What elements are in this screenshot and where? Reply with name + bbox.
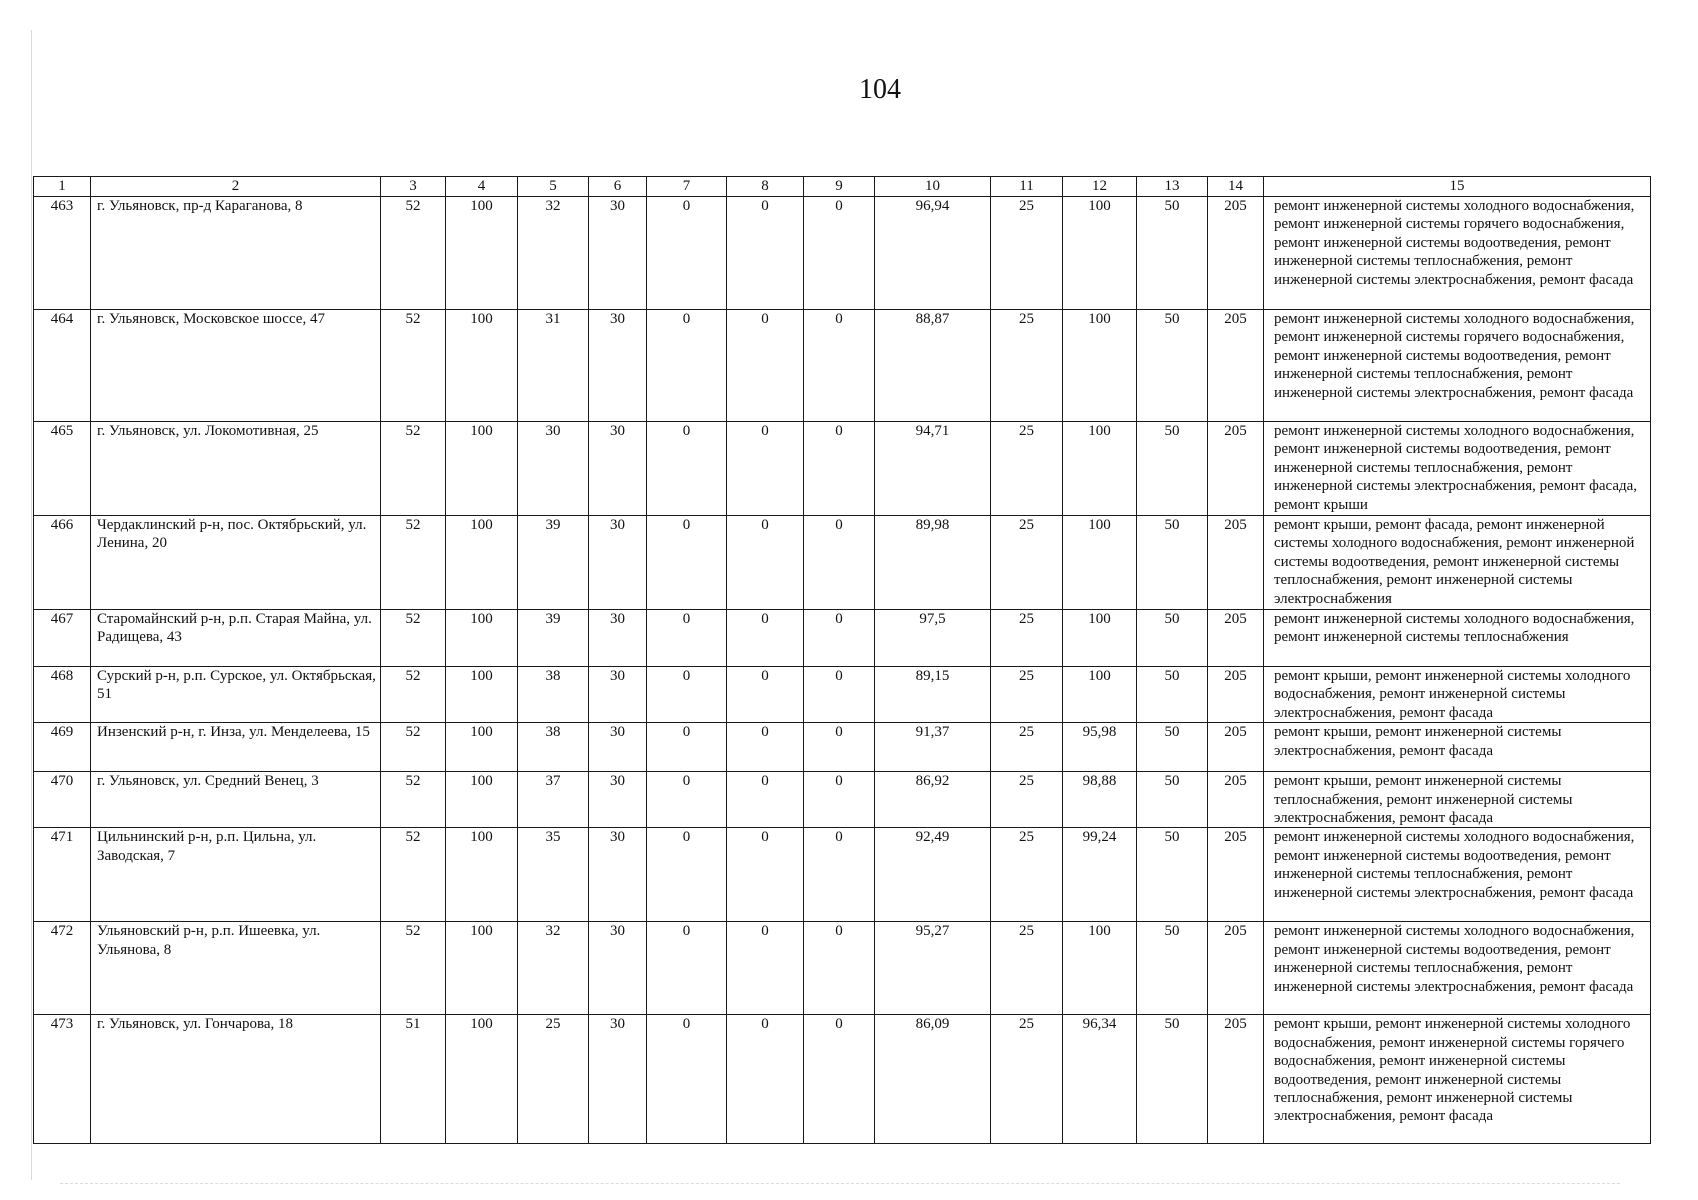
value-cell: 92,49 (875, 828, 991, 922)
column-header-15: 15 (1264, 177, 1651, 197)
column-header-6: 6 (589, 177, 647, 197)
value-cell: 52 (381, 828, 446, 922)
table-row (34, 723, 1651, 772)
address-cell: г. Ульяновск, ул. Локомотивная, 25 (91, 422, 381, 516)
repair-works-cell: ремонт крыши, ремонт фасада, ремонт инженерной системы холодного водоснабжения, ремонт инженерной системы водоотведения, ремонт инженерной системы теплоснабжения, ремонт инженерной системы электроснабжения (1264, 516, 1651, 610)
value-cell: 0 (804, 516, 875, 610)
value-cell: 99,24 (1063, 828, 1137, 922)
table-row (34, 1015, 1651, 1144)
table-row (34, 516, 1651, 610)
table-row (34, 772, 1651, 828)
repair-program-table (33, 176, 1651, 1144)
value-cell: 205 (1208, 922, 1264, 1015)
value-cell: 100 (446, 310, 518, 422)
value-cell: 31 (518, 310, 589, 422)
value-cell: 205 (1208, 828, 1264, 922)
value-cell: 0 (647, 667, 727, 723)
address-cell: г. Ульяновск, пр-д Караганова, 8 (91, 197, 381, 310)
address-cell: г. Ульяновск, ул. Гончарова, 18 (91, 1015, 381, 1144)
table-body (34, 197, 1651, 1144)
value-cell: 32 (518, 922, 589, 1015)
value-cell: 205 (1208, 772, 1264, 828)
value-cell: 50 (1137, 422, 1208, 516)
value-cell: 30 (589, 516, 647, 610)
address-cell: Инзенский р-н, г. Инза, ул. Менделеева, 15 (91, 723, 381, 772)
value-cell: 0 (727, 516, 804, 610)
scan-bottom-artifact (60, 1183, 1620, 1186)
value-cell: 37 (518, 772, 589, 828)
row-number-cell: 472 (34, 922, 91, 1015)
value-cell: 205 (1208, 610, 1264, 667)
value-cell: 205 (1208, 197, 1264, 310)
value-cell: 52 (381, 772, 446, 828)
value-cell: 205 (1208, 1015, 1264, 1144)
value-cell: 25 (991, 516, 1063, 610)
value-cell: 25 (991, 197, 1063, 310)
value-cell: 30 (589, 197, 647, 310)
value-cell: 0 (647, 828, 727, 922)
column-header-11: 11 (991, 177, 1063, 197)
value-cell: 86,92 (875, 772, 991, 828)
value-cell: 30 (589, 422, 647, 516)
value-cell: 100 (446, 723, 518, 772)
row-number-cell: 473 (34, 1015, 91, 1144)
column-header-7: 7 (647, 177, 727, 197)
value-cell: 51 (381, 1015, 446, 1144)
value-cell: 25 (991, 422, 1063, 516)
value-cell: 95,27 (875, 922, 991, 1015)
value-cell: 0 (727, 772, 804, 828)
value-cell: 52 (381, 197, 446, 310)
value-cell: 0 (804, 922, 875, 1015)
repair-works-cell: ремонт инженерной системы холодного водоснабжения, ремонт инженерной системы горячего водоснабжения, ремонт инженерной системы водоотведения, ремонт инженерной системы теплоснабжения, ремонт инженерной системы электроснабжения, ремонт фасада (1264, 310, 1651, 422)
value-cell: 30 (518, 422, 589, 516)
value-cell: 25 (991, 310, 1063, 422)
row-number-cell: 468 (34, 667, 91, 723)
value-cell: 52 (381, 516, 446, 610)
column-header-14: 14 (1208, 177, 1264, 197)
value-cell: 205 (1208, 667, 1264, 723)
value-cell: 0 (727, 1015, 804, 1144)
table-row (34, 667, 1651, 723)
value-cell: 52 (381, 610, 446, 667)
address-cell: Сурский р-н, р.п. Сурское, ул. Октябрьская, 51 (91, 667, 381, 723)
value-cell: 25 (991, 772, 1063, 828)
value-cell: 0 (727, 610, 804, 667)
value-cell: 100 (1063, 197, 1137, 310)
value-cell: 0 (647, 197, 727, 310)
value-cell: 100 (446, 772, 518, 828)
value-cell: 91,37 (875, 723, 991, 772)
address-cell: Чердаклинский р-н, пос. Октябрьский, ул. Ленина, 20 (91, 516, 381, 610)
column-header-3: 3 (381, 177, 446, 197)
value-cell: 100 (1063, 922, 1137, 1015)
value-cell: 50 (1137, 922, 1208, 1015)
repair-works-cell: ремонт инженерной системы холодного водоснабжения, ремонт инженерной системы водоотведения, ремонт инженерной системы теплоснабжения, ремонт инженерной системы электроснабжения, ремонт фасада, ремонт крыши (1264, 422, 1651, 516)
value-cell: 0 (804, 310, 875, 422)
scan-margin-line (31, 30, 32, 1180)
value-cell: 30 (589, 667, 647, 723)
value-cell: 30 (589, 922, 647, 1015)
value-cell: 96,94 (875, 197, 991, 310)
repair-works-cell: ремонт инженерной системы холодного водоснабжения, ремонт инженерной системы горячего водоснабжения, ремонт инженерной системы водоотведения, ремонт инженерной системы теплоснабжения, ремонт инженерной системы электроснабжения, ремонт фасада (1264, 197, 1651, 310)
value-cell: 94,71 (875, 422, 991, 516)
value-cell: 100 (446, 828, 518, 922)
repair-works-cell: ремонт инженерной системы холодного водоснабжения, ремонт инженерной системы водоотведения, ремонт инженерной системы теплоснабжения, ремонт инженерной системы электроснабжения, ремонт фасада (1264, 922, 1651, 1015)
repair-works-cell: ремонт крыши, ремонт инженерной системы теплоснабжения, ремонт инженерной системы электроснабжения, ремонт фасада (1264, 772, 1651, 828)
value-cell: 0 (804, 610, 875, 667)
column-header-8: 8 (727, 177, 804, 197)
value-cell: 205 (1208, 516, 1264, 610)
value-cell: 0 (647, 310, 727, 422)
row-number-cell: 464 (34, 310, 91, 422)
value-cell: 100 (1063, 610, 1137, 667)
value-cell: 38 (518, 723, 589, 772)
value-cell: 0 (647, 1015, 727, 1144)
value-cell: 30 (589, 1015, 647, 1144)
value-cell: 35 (518, 828, 589, 922)
repair-works-cell: ремонт инженерной системы холодного водоснабжения, ремонт инженерной системы теплоснабжения (1264, 610, 1651, 667)
value-cell: 0 (647, 610, 727, 667)
value-cell: 0 (647, 723, 727, 772)
address-cell: г. Ульяновск, ул. Средний Венец, 3 (91, 772, 381, 828)
value-cell: 50 (1137, 723, 1208, 772)
value-cell: 50 (1137, 1015, 1208, 1144)
value-cell: 100 (446, 922, 518, 1015)
value-cell: 95,98 (1063, 723, 1137, 772)
page-number: 104 (859, 74, 901, 105)
table-row (34, 310, 1651, 422)
value-cell: 0 (804, 828, 875, 922)
value-cell: 25 (991, 1015, 1063, 1144)
value-cell: 100 (446, 197, 518, 310)
value-cell: 96,34 (1063, 1015, 1137, 1144)
value-cell: 86,09 (875, 1015, 991, 1144)
table-row (34, 922, 1651, 1015)
value-cell: 0 (727, 828, 804, 922)
address-cell: Ульяновский р-н, р.п. Ишеевка, ул. Ульянова, 8 (91, 922, 381, 1015)
row-number-cell: 471 (34, 828, 91, 922)
row-number-cell: 469 (34, 723, 91, 772)
value-cell: 52 (381, 723, 446, 772)
value-cell: 100 (1063, 422, 1137, 516)
row-number-cell: 465 (34, 422, 91, 516)
value-cell: 0 (727, 922, 804, 1015)
column-header-4: 4 (446, 177, 518, 197)
value-cell: 0 (727, 422, 804, 516)
value-cell: 0 (804, 772, 875, 828)
value-cell: 0 (804, 667, 875, 723)
value-cell: 0 (727, 197, 804, 310)
value-cell: 52 (381, 922, 446, 1015)
column-header-1: 1 (34, 177, 91, 197)
value-cell: 38 (518, 667, 589, 723)
value-cell: 98,88 (1063, 772, 1137, 828)
value-cell: 25 (991, 723, 1063, 772)
value-cell: 0 (647, 922, 727, 1015)
value-cell: 30 (589, 610, 647, 667)
table-row (34, 422, 1651, 516)
value-cell: 50 (1137, 310, 1208, 422)
value-cell: 30 (589, 723, 647, 772)
value-cell: 30 (589, 310, 647, 422)
value-cell: 52 (381, 422, 446, 516)
value-cell: 97,5 (875, 610, 991, 667)
value-cell: 0 (647, 422, 727, 516)
table-row (34, 610, 1651, 667)
table-row (34, 197, 1651, 310)
row-number-cell: 470 (34, 772, 91, 828)
value-cell: 89,15 (875, 667, 991, 723)
value-cell: 0 (804, 197, 875, 310)
value-cell: 50 (1137, 772, 1208, 828)
value-cell: 100 (446, 516, 518, 610)
value-cell: 30 (589, 828, 647, 922)
repair-works-cell: ремонт крыши, ремонт инженерной системы электроснабжения, ремонт фасада (1264, 723, 1651, 772)
column-header-13: 13 (1137, 177, 1208, 197)
value-cell: 0 (727, 310, 804, 422)
repair-works-cell: ремонт крыши, ремонт инженерной системы холодного водоснабжения, ремонт инженерной системы горячего водоснабжения, ремонт инженерной системы водоотведения, ремонт инженерной системы теплоснабжения, ремонт инженерной системы электроснабжения, ремонт фасада (1264, 1015, 1651, 1144)
value-cell: 0 (727, 667, 804, 723)
value-cell: 52 (381, 667, 446, 723)
value-cell: 0 (804, 1015, 875, 1144)
column-header-2: 2 (91, 177, 381, 197)
value-cell: 25 (991, 828, 1063, 922)
value-cell: 100 (446, 610, 518, 667)
value-cell: 205 (1208, 422, 1264, 516)
address-cell: Старомайнский р-н, р.п. Старая Майна, ул. Радищева, 43 (91, 610, 381, 667)
value-cell: 0 (647, 516, 727, 610)
value-cell: 0 (727, 723, 804, 772)
value-cell: 50 (1137, 197, 1208, 310)
value-cell: 52 (381, 310, 446, 422)
column-header-10: 10 (875, 177, 991, 197)
value-cell: 32 (518, 197, 589, 310)
value-cell: 0 (804, 422, 875, 516)
column-number-row (34, 177, 1651, 197)
value-cell: 205 (1208, 723, 1264, 772)
value-cell: 50 (1137, 610, 1208, 667)
value-cell: 100 (1063, 516, 1137, 610)
address-cell: г. Ульяновск, Московское шоссе, 47 (91, 310, 381, 422)
value-cell: 0 (647, 772, 727, 828)
value-cell: 88,87 (875, 310, 991, 422)
value-cell: 100 (446, 1015, 518, 1144)
value-cell: 50 (1137, 516, 1208, 610)
value-cell: 205 (1208, 310, 1264, 422)
column-header-5: 5 (518, 177, 589, 197)
address-cell: Цильнинский р-н, р.п. Цильна, ул. Заводская, 7 (91, 828, 381, 922)
value-cell: 89,98 (875, 516, 991, 610)
value-cell: 50 (1137, 667, 1208, 723)
value-cell: 30 (589, 772, 647, 828)
value-cell: 50 (1137, 828, 1208, 922)
value-cell: 25 (991, 610, 1063, 667)
value-cell: 25 (991, 922, 1063, 1015)
table-row (34, 828, 1651, 922)
value-cell: 100 (446, 422, 518, 516)
value-cell: 0 (804, 723, 875, 772)
value-cell: 100 (446, 667, 518, 723)
value-cell: 39 (518, 610, 589, 667)
value-cell: 39 (518, 516, 589, 610)
repair-works-cell: ремонт инженерной системы холодного водоснабжения, ремонт инженерной системы водоотведения, ремонт инженерной системы теплоснабжения, ремонт инженерной системы электроснабжения, ремонт фасада (1264, 828, 1651, 922)
column-header-9: 9 (804, 177, 875, 197)
value-cell: 25 (518, 1015, 589, 1144)
value-cell: 100 (1063, 667, 1137, 723)
row-number-cell: 467 (34, 610, 91, 667)
value-cell: 100 (1063, 310, 1137, 422)
row-number-cell: 463 (34, 197, 91, 310)
row-number-cell: 466 (34, 516, 91, 610)
value-cell: 25 (991, 667, 1063, 723)
column-header-12: 12 (1063, 177, 1137, 197)
repair-works-cell: ремонт крыши, ремонт инженерной системы холодного водоснабжения, ремонт инженерной системы электроснабжения, ремонт фасада (1264, 667, 1651, 723)
